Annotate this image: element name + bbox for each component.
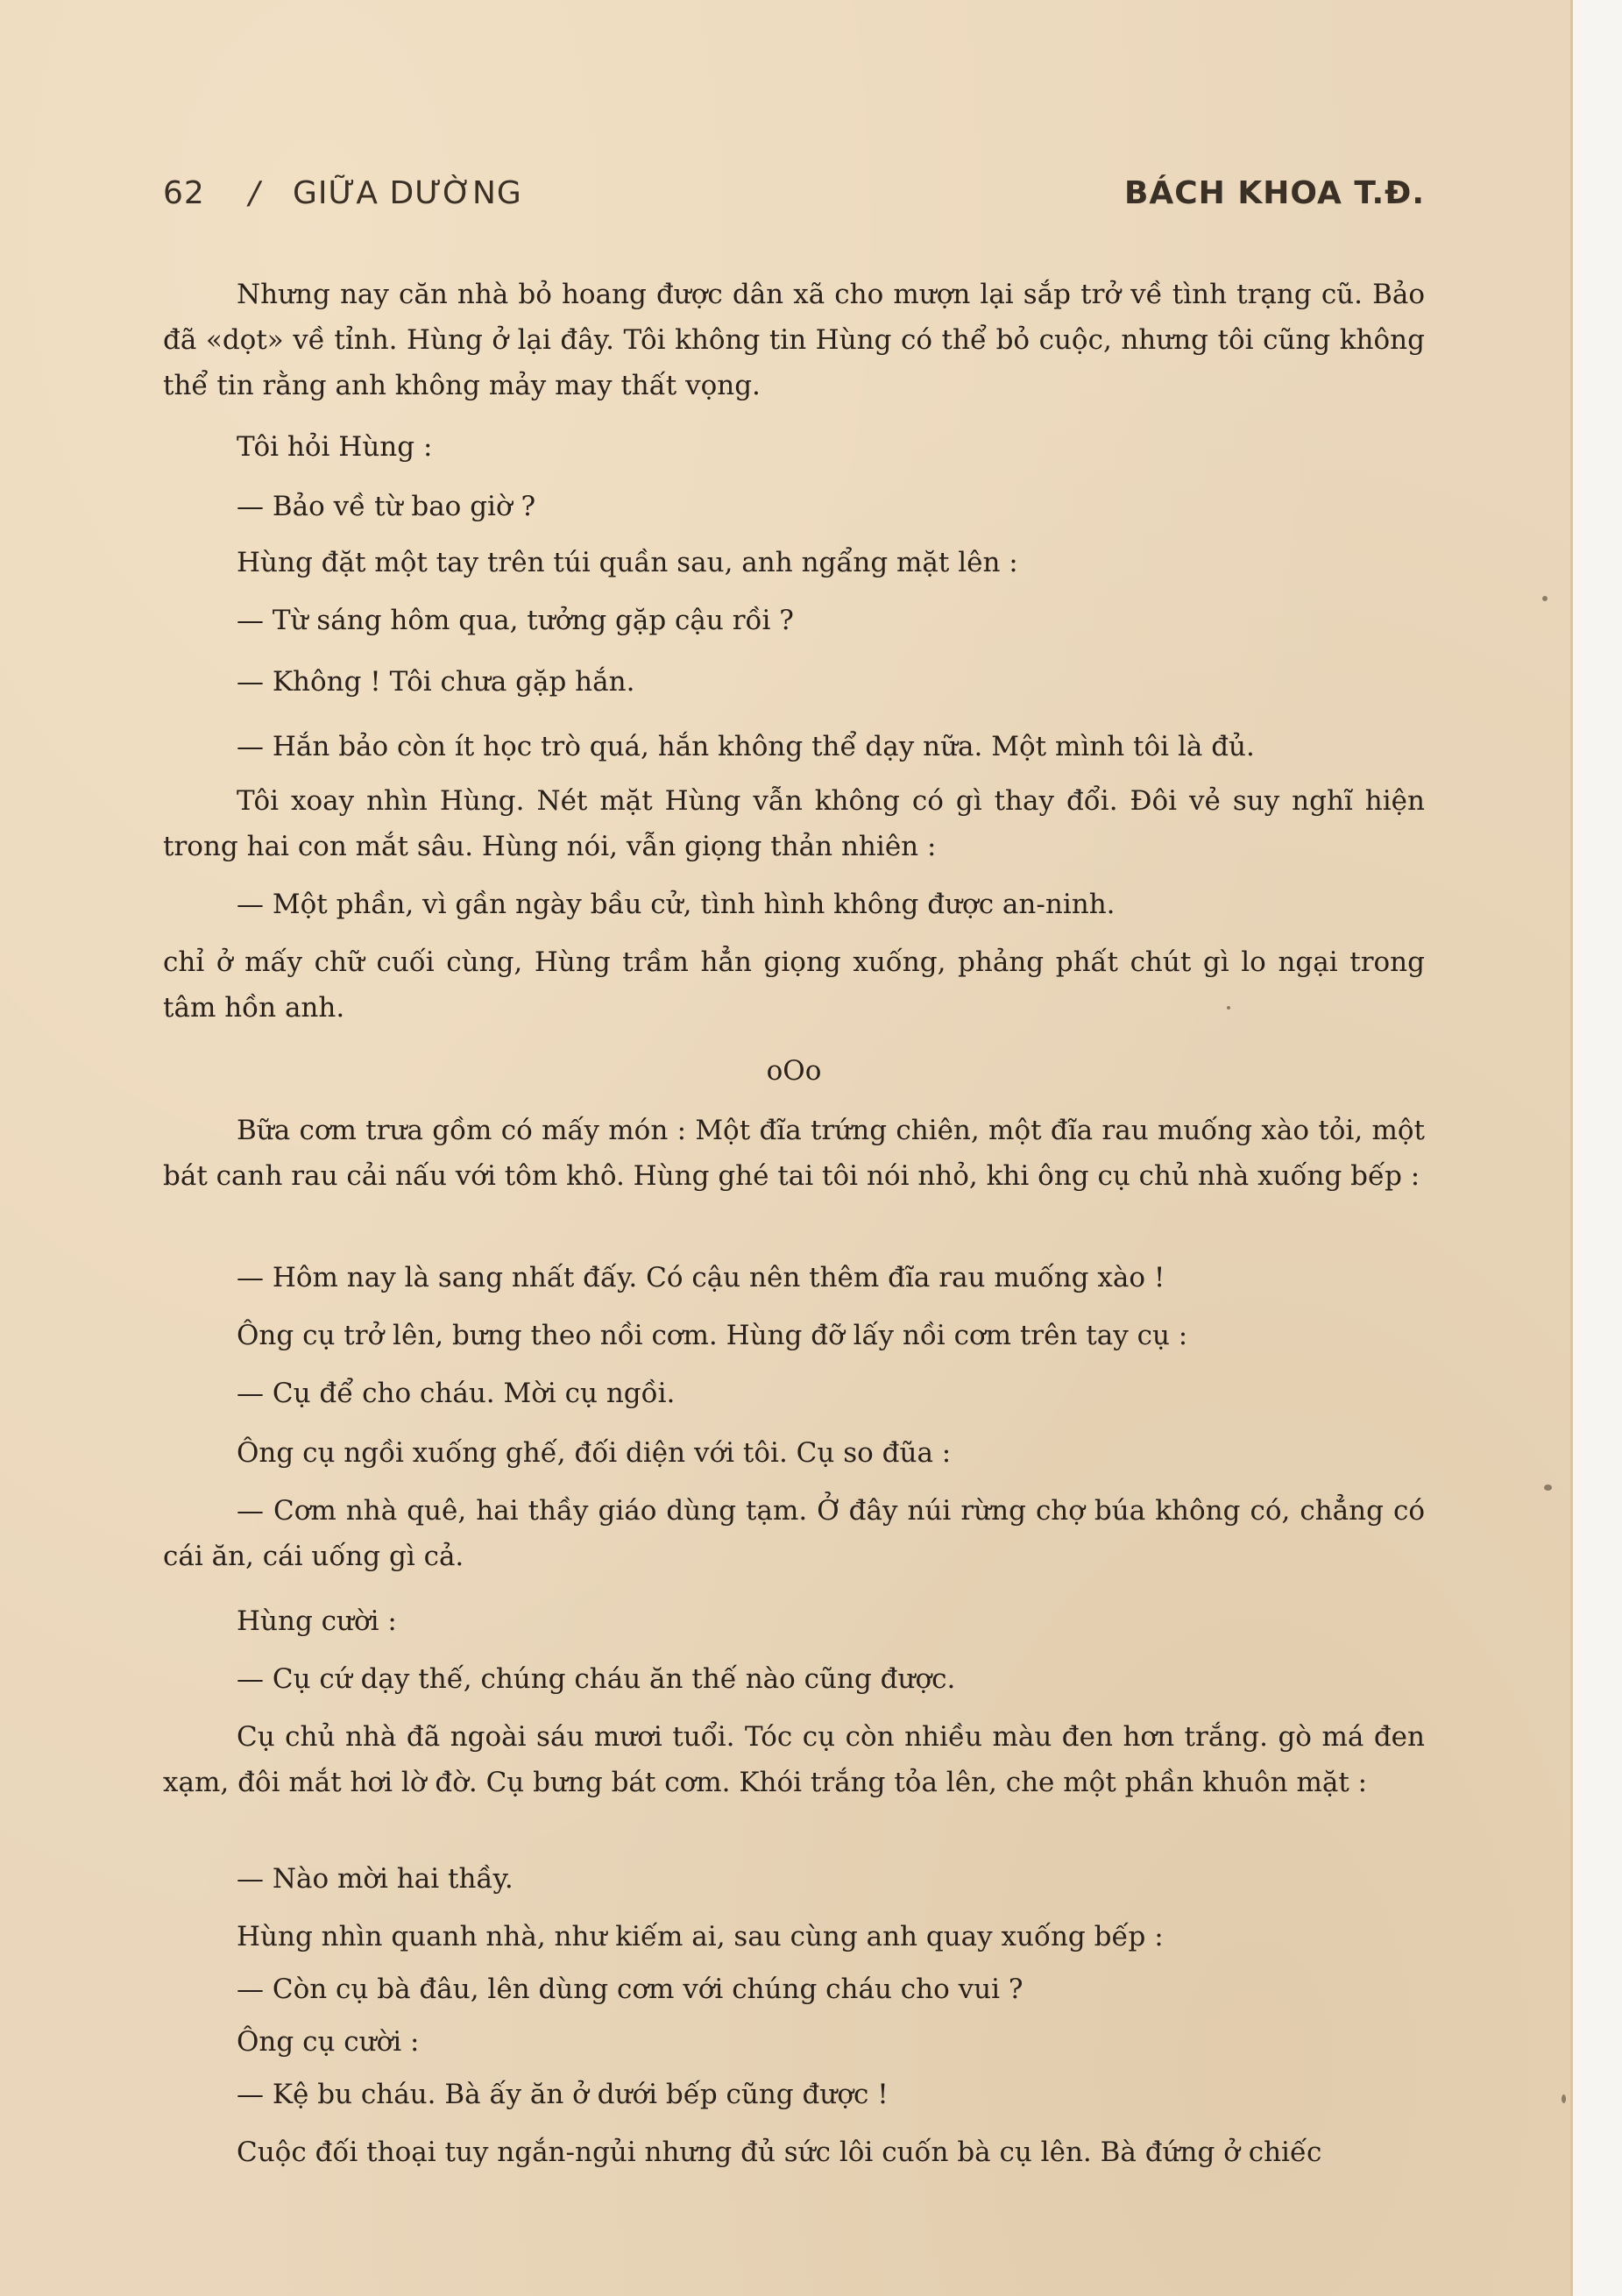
dialogue-line: — Hắn bảo còn ít học trò quá, hắn không thể dạy nữa. Một mình tôi là đủ. bbox=[237, 731, 1255, 762]
dialogue-line: — Cụ cứ dạy thế, chúng cháu ăn thế nào cũng được. bbox=[237, 1663, 956, 1695]
scan-margin bbox=[1573, 0, 1622, 2296]
paragraph: chỉ ở mấy chữ cuối cùng, Hùng trầm hẳn giọng xuống, phảng phất chút gì lo ngại trong tâm hồn anh. bbox=[163, 946, 1425, 1024]
page-header bbox=[163, 175, 1425, 223]
dialogue-line: — Bảo về từ bao giờ ? bbox=[237, 491, 536, 522]
paragraph: Hùng cười : bbox=[237, 1605, 397, 1637]
series-name: BÁCH KHOA T.Đ. bbox=[1123, 175, 1425, 211]
paragraph: Ông cụ cười : bbox=[237, 2026, 420, 2058]
paper-speck bbox=[1542, 596, 1548, 601]
book-title: GIỮA DƯỜNG bbox=[293, 175, 522, 211]
paragraph: Hùng đặt một tay trên túi quần sau, anh ngẩng mặt lên : bbox=[237, 547, 1018, 578]
dialogue-line: — Một phần, vì gần ngày bầu cử, tình hình không được an-ninh. bbox=[237, 889, 1116, 920]
paragraph: Bữa cơm trưa gồm có mấy món : Một đĩa trứng chiên, một đĩa rau muống xào tỏi, một bát canh rau cải nấu với tôm khô. Hùng ghé tai tôi nói nhỏ, khi ông cụ chủ nhà xuống bếp : bbox=[163, 1115, 1425, 1192]
dialogue-line: — Cụ để cho cháu. Mời cụ ngồi. bbox=[237, 1378, 676, 1409]
section-separator: oOo bbox=[766, 1055, 822, 1087]
paper-speck bbox=[1544, 1485, 1552, 1491]
dialogue-line: — Nào mời hai thầy. bbox=[237, 1863, 514, 1895]
paragraph: Hùng nhìn quanh nhà, như kiếm ai, sau cùng anh quay xuống bếp : bbox=[237, 1921, 1164, 1952]
dialogue-line: — Còn cụ bà đâu, lên dùng cơm với chúng cháu cho vui ? bbox=[237, 1974, 1023, 2005]
paragraph: Cụ chủ nhà đã ngoài sáu mươi tuổi. Tóc cụ còn nhiều màu đen hơn trắng. gò má đen xạm, đôi mắt hơi lờ đờ. Cụ bưng bát cơm. Khói trắng tỏa lên, che một phần khuôn mặt : bbox=[163, 1721, 1425, 1798]
paragraph: Ông cụ ngồi xuống ghế, đối diện với tôi. Cụ so đũa : bbox=[237, 1437, 952, 1469]
dialogue-line: — Kệ bu cháu. Bà ấy ăn ở dưới bếp cũng được ! bbox=[237, 2079, 889, 2110]
paragraph: Nhưng nay căn nhà bỏ hoang được dân xã cho mượn lại sắp trở về tình trạng cũ. Bảo đã «dọt» về tỉnh. Hùng ở lại đây. Tôi không tin Hùng có thể bỏ cuộc, nhưng tôi cũng không thể tin rằng anh không mảy may thất vọng. bbox=[163, 279, 1425, 401]
dialogue-line: — Không ! Tôi chưa gặp hắn. bbox=[237, 666, 635, 698]
dialogue-line: — Cơm nhà quê, hai thầy giáo dùng tạm. Ở đây núi rừng chợ búa không có, chẳng có cái ăn, cái uống gì cả. bbox=[163, 1495, 1425, 1572]
paragraph: Tôi xoay nhìn Hùng. Nét mặt Hùng vẫn không có gì thay đổi. Đôi vẻ suy nghĩ hiện trong hai con mắt sâu. Hùng nói, vẫn giọng thản nhiên : bbox=[163, 785, 1425, 862]
paragraph: Ông cụ trở lên, bưng theo nồi cơm. Hùng đỡ lấy nồi cơm trên tay cụ : bbox=[237, 1320, 1188, 1351]
dialogue-line: — Từ sáng hôm qua, tưởng gặp cậu rồi ? bbox=[237, 605, 794, 636]
paper-speck bbox=[1562, 2094, 1566, 2103]
paper-speck bbox=[1227, 1006, 1230, 1010]
paragraph: Tôi hỏi Hùng : bbox=[237, 431, 433, 463]
paragraph: Cuộc đối thoại tuy ngắn-ngủi nhưng đủ sức lôi cuốn bà cụ lên. Bà đứng ở chiếc bbox=[237, 2137, 1322, 2168]
page-number: 62 bbox=[163, 175, 205, 211]
header-separator: / bbox=[249, 175, 261, 211]
dialogue-line: — Hôm nay là sang nhất đấy. Có cậu nên thêm đĩa rau muống xào ! bbox=[237, 1262, 1165, 1293]
